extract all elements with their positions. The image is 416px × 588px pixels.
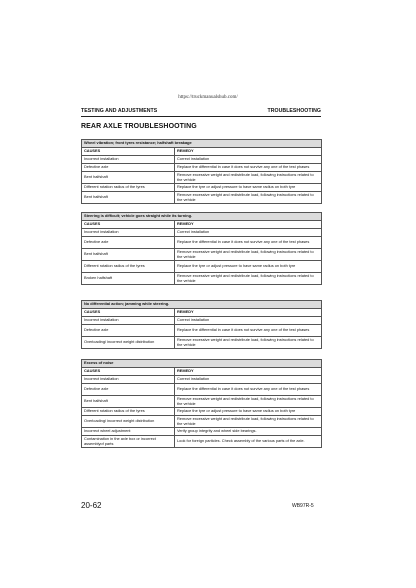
cause-cell: Bent halfshaft xyxy=(82,249,175,261)
cause-cell: Incorrect installation xyxy=(82,229,175,237)
cause-cell: Different rotation radius of the tyres xyxy=(82,184,175,192)
remedy-cell: Replace the differential in case it does not survive any one of the test phases xyxy=(175,164,322,172)
remedy-cell: Replace the differential in case it does not survive any one of the test phases xyxy=(175,384,322,396)
cause-cell: Overloading/ incorrect weight distribution xyxy=(82,337,175,349)
troubleshooting-table-wheel-vibration xyxy=(81,139,322,204)
cause-cell: Defective axle xyxy=(82,325,175,337)
model-code: WB97R-5 xyxy=(292,503,314,509)
remedy-cell: Look for foreign particles. Check assembly of the various parts of the axle. xyxy=(175,436,322,448)
remedy-cell: Remove excessive weight and redistribute load, following instructions related to the vehicle xyxy=(175,273,322,285)
table-row xyxy=(82,164,322,172)
header-chapter-title: TROUBLESHOOTING xyxy=(267,108,321,114)
remedy-cell: Correct installation xyxy=(175,156,322,164)
cause-cell: Bent halfshaft xyxy=(82,192,175,204)
remedy-cell: Correct installation xyxy=(175,317,322,325)
cause-cell: Defective axle xyxy=(82,164,175,172)
remedy-cell: Replace the tyre or adjust pressure to have same radius on both tyre xyxy=(175,261,322,273)
remedy-cell: Replace the differential in case it does not survive any one of the test phases xyxy=(175,237,322,249)
troubleshooting-table-excess-noise xyxy=(81,359,322,448)
table-section-heading: Steering is difficult; vehicle goes straight while its turning. xyxy=(82,213,322,221)
cause-cell: Incorrect wheel adjustment xyxy=(82,428,175,436)
cause-cell: Defective axle xyxy=(82,237,175,249)
remedy-cell: Remove excessive weight and redistribute load, following instructions related to the vehicle xyxy=(175,192,322,204)
remedy-cell: Replace the tyre or adjust pressure to have same radius on both tyre xyxy=(175,408,322,416)
table-section-heading: No differential action; jamming while steering. xyxy=(82,301,322,309)
remedy-cell: Remove excessive weight and redistribute load, following instructions related to the vehicle xyxy=(175,172,322,184)
table-row xyxy=(82,337,322,349)
cause-cell: Incorrect installation xyxy=(82,317,175,325)
troubleshooting-table-no-differential-action xyxy=(81,300,322,349)
source-url[interactable]: https://truckmanualshub.com/ xyxy=(178,95,238,100)
table-row xyxy=(82,261,322,273)
cause-cell: Contamination in the axle box or incorrect assemblyof parts xyxy=(82,436,175,448)
table-row xyxy=(82,396,322,408)
table-row xyxy=(82,237,322,249)
remedy-cell: Remove excessive weight and redistribute load, following instructions related to the vehicle xyxy=(175,416,322,428)
remedy-cell: Remove excessive weight and redistribute load, following instructions related to the vehicle xyxy=(175,396,322,408)
remedy-cell: Verify group integrity and wheel side bearings. xyxy=(175,428,322,436)
column-header-remedy: REMEDY xyxy=(175,148,322,156)
column-header-remedy: REMEDY xyxy=(175,368,322,376)
table-row xyxy=(82,156,322,164)
cause-cell: Bent halfshaft xyxy=(82,172,175,184)
table-row xyxy=(82,317,322,325)
table-row xyxy=(82,384,322,396)
cause-cell: Bent halfshaft xyxy=(82,396,175,408)
remedy-cell: Correct installation xyxy=(175,376,322,384)
table-row xyxy=(82,376,322,384)
remedy-cell: Remove excessive weight and redistribute load, following instructions related to the vehicle xyxy=(175,249,322,261)
table-row xyxy=(82,192,322,204)
cause-cell: Broken halfshaft xyxy=(82,273,175,285)
column-header-causes: CAUSES xyxy=(82,368,175,376)
page-header xyxy=(81,108,321,116)
remedy-cell: Correct installation xyxy=(175,229,322,237)
remedy-cell: Replace the tyre or adjust pressure to have same radius on both tyre xyxy=(175,184,322,192)
table-row xyxy=(82,428,322,436)
cause-cell: Incorrect installation xyxy=(82,376,175,384)
page-number: 20-62 xyxy=(81,501,102,510)
table-row xyxy=(82,172,322,184)
header-rule xyxy=(81,116,321,117)
table-section-heading: Excess of noise xyxy=(82,360,322,368)
troubleshooting-table-steering-difficult xyxy=(81,212,322,285)
page-title: REAR AXLE TROUBLESHOOTING xyxy=(81,123,197,130)
table-row xyxy=(82,229,322,237)
cause-cell: Different rotation radius of the tyres xyxy=(82,408,175,416)
remedy-cell: Replace the differential in case it does not survive any one of the test phases xyxy=(175,325,322,337)
header-section-title: TESTING AND ADJUSTMENTS xyxy=(81,108,158,114)
cause-cell: Overloading/ incorrect weight distribution xyxy=(82,416,175,428)
table-row xyxy=(82,325,322,337)
table-row xyxy=(82,184,322,192)
column-header-causes: CAUSES xyxy=(82,221,175,229)
column-header-causes: CAUSES xyxy=(82,148,175,156)
table-row xyxy=(82,273,322,285)
remedy-cell: Remove excessive weight and redistribute load, following instructions related to the vehicle xyxy=(175,337,322,349)
cause-cell: Defective axle xyxy=(82,384,175,396)
table-row xyxy=(82,436,322,448)
cause-cell: Incorrect installation xyxy=(82,156,175,164)
table-section-heading: Wheel vibration; front tyres resistance; halfshaft breakage xyxy=(82,140,322,148)
table-row xyxy=(82,408,322,416)
cause-cell: Different rotation radius of the tyres xyxy=(82,261,175,273)
column-header-remedy: REMEDY xyxy=(175,221,322,229)
column-header-causes: CAUSES xyxy=(82,309,175,317)
table-row xyxy=(82,416,322,428)
column-header-remedy: REMEDY xyxy=(175,309,322,317)
table-row xyxy=(82,249,322,261)
